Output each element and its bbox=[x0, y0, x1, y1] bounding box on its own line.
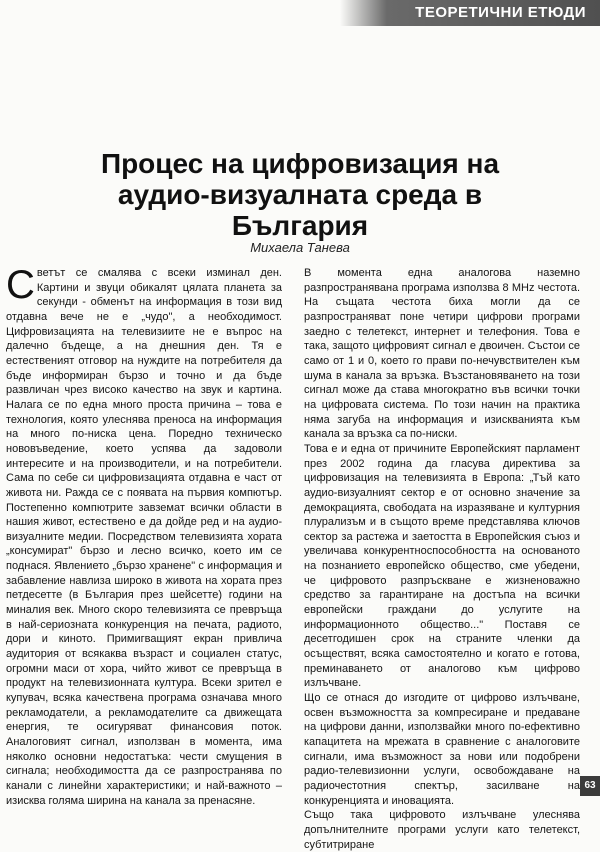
article-column-right bbox=[304, 266, 580, 852]
drop-cap: С bbox=[6, 263, 35, 307]
paragraph: Това е и една от причините Европейският парламент през 2002 година да гласува директива за цифровизация на телевизията в Европа: „Тъй като аудио-визуалният сектор е от основно значение за демокрацията, свободата на изразяване и културния плурализъм и в същото време представлява ключов сектор за растежа и заетостта в Европейския съюз и увеличава конкурентноспособността на основаното на познанието европейско общество, сме убедени, че цифровото разпръскване е жизненоважно средство за гарантиране на достъпа на всички европейски граждани до услугите на информационното общество..." Поставя се десетгодишен срок на страните членки да осъществят, всяка самостоятелно и когато е готова, преминаването от аналогово към цифрово излъчване. bbox=[304, 442, 580, 690]
page-number: 63 bbox=[580, 776, 600, 796]
article-title: Процес на цифровизация на аудио-визуалната среда в България bbox=[100, 148, 500, 241]
article-column-left bbox=[6, 263, 282, 808]
paragraph: Що се отнася до изгодите от цифрово излъчване, освен възможността за компресиране и предаване на цифрови данни, използвайки много по-ефективно капацитета на мрежата в сравнение с аналоговите сигнали, има възможност за нови или подобрени радио-телевизионни услуги, освобождаване на радиочестотния спектър, засилване на конкуренцията и иновацията. bbox=[304, 692, 580, 807]
article-author: Михаела Танева bbox=[250, 240, 350, 255]
left-column-text: ветът се смалява с всеки изминал ден. Картини и звуци обикалят цялата планета за секунди - обменът на информация в този вид отдавна вече не е „чудо", а необходимост. Цифровизацията на телевизиите не е въпрос на далечно бъдеще, а на днешния ден. Тя е естественият отговор на нуждите на потребителя да бъде информиран бързо и точно и да бъде развличан чрез високо качество на звук и картина. Налага се по една много проста причина – това е технология, която улеснява преноса на информация на много по-ниска цена. Поредно техническо нововъведение, което успява да задоволи интересите и на производители, и на потребители. Сама по себе си цифровизацията отдавна е част от живота ни. Ражда се с появата на първия компютър. Постепенно компютрите завземат всички области в нашия живот, естествено е да дойде ред и на аудио-визуалните медии. Посредством телевизията хората „консумират" бързо и лесно всичко, което им се поднася. Явлението „бързо хранене" с информация и забавление навлиза широко в живота на хората през петдесетте (в България през шейсетте) години на миналия век. Много скоро телевизията се превръща в най-сериозната конкуренция на печата, радиото, дори и киното. Примигващият екран привлича аудитория от всякаква възраст и социален статус, огромни маси от хора, чийто живот се превръща в продукт на телевизионната култура. Всеки зрител е купувач, всяка качествена програма означава много рекламодатели, а рекламодателите са движещата енергия, те осигуряват финансовия поток. Аналоговият сигнал, използван в момента, има няколко основни недостатъка: чести смущения в сигнала; необходимостта да се разпространява по канали с линейни характеристики; и най-важното – изисква голяма ширина на канала за пренасяне. bbox=[6, 267, 282, 807]
paragraph: В момента една аналогова наземно разпространявана програма използва 8 MHz честота. На същата честота биха могли да се разпространяват поне четири цифрови програми заедно с телетекст, интернет и телефония. Това е така, защото цифровият сигнал е двоичен. Състои се само от 1 и 0, което го прави по-нечувствителен към шума в канала за връзка. Възстановяването на този сигнал може да става многократно във всички точки на цифровата система. По този начин на практика няма загуба на информация и изискванията към канала за връзка са по-ниски. bbox=[304, 267, 580, 441]
section-label: ТЕОРЕТИЧНИ ЕТЮДИ bbox=[415, 4, 586, 21]
section-header-band bbox=[340, 0, 600, 26]
paragraph: Също така цифровото излъчване улеснява допълнителните програми услуги като телетекст, субтитриране bbox=[304, 809, 580, 851]
